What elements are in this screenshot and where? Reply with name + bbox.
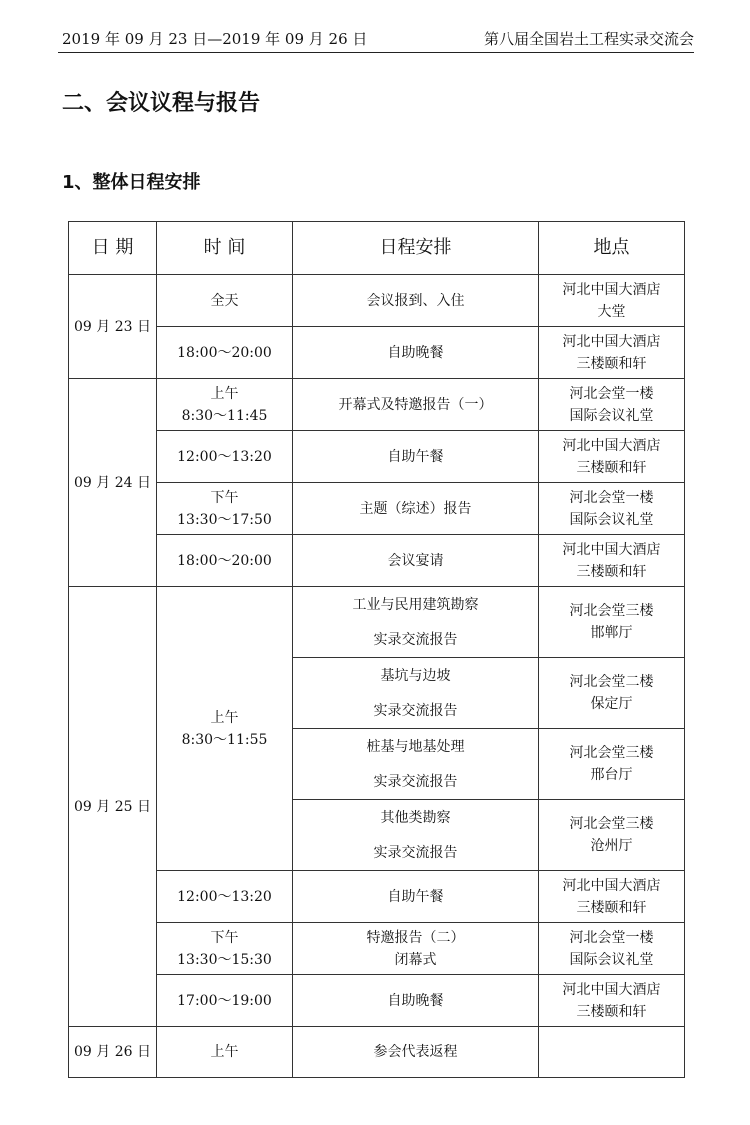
table-row <box>69 275 685 327</box>
event-cell: 基坑与边坡 实录交流报告 <box>293 658 539 729</box>
event-cell: 参会代表返程 <box>293 1027 539 1078</box>
table-row <box>69 923 685 975</box>
header-agenda: 日程安排 <box>293 222 539 275</box>
table-row <box>69 327 685 379</box>
event-cell: 会议报到、入住 <box>293 275 539 327</box>
table-row <box>69 1027 685 1078</box>
date-cell: 09 月 26 日 <box>69 1027 157 1078</box>
time-cell: 17:00～19:00 <box>157 975 293 1027</box>
time-cell: 上午 <box>157 1027 293 1078</box>
event-cell: 特邀报告（二） 闭幕式 <box>293 923 539 975</box>
table-row <box>69 535 685 587</box>
table-header-row <box>69 222 685 275</box>
location-cell: 河北会堂一楼 国际会议礼堂 <box>539 379 685 431</box>
location-cell: 河北会堂三楼 沧州厅 <box>539 800 685 871</box>
time-cell: 18:00～20:00 <box>157 535 293 587</box>
event-cell: 自助晚餐 <box>293 327 539 379</box>
header-time: 时 间 <box>157 222 293 275</box>
time-cell: 下午 13:30～17:50 <box>157 483 293 535</box>
event-cell: 工业与民用建筑勘察 实录交流报告 <box>293 587 539 658</box>
location-cell: 河北中国大酒店 三楼颐和轩 <box>539 431 685 483</box>
location-cell: 河北中国大酒店 三楼颐和轩 <box>539 871 685 923</box>
time-cell: 全天 <box>157 275 293 327</box>
location-cell <box>539 1027 685 1078</box>
date-cell: 09 月 23 日 <box>69 275 157 379</box>
time-cell: 上午 8:30～11:45 <box>157 379 293 431</box>
table-row <box>69 431 685 483</box>
time-cell: 下午 13:30～15:30 <box>157 923 293 975</box>
date-cell: 09 月 25 日 <box>69 587 157 1027</box>
location-cell: 河北中国大酒店 三楼颐和轩 <box>539 327 685 379</box>
location-cell: 河北中国大酒店 三楼颐和轩 <box>539 975 685 1027</box>
schedule-table <box>68 221 685 1078</box>
time-cell: 18:00～20:00 <box>157 327 293 379</box>
location-cell: 河北会堂二楼 保定厅 <box>539 658 685 729</box>
event-cell: 其他类勘察 实录交流报告 <box>293 800 539 871</box>
event-cell: 自助午餐 <box>293 871 539 923</box>
header-divider <box>58 52 694 53</box>
event-cell: 自助晚餐 <box>293 975 539 1027</box>
location-cell: 河北会堂一楼 国际会议礼堂 <box>539 483 685 535</box>
location-cell: 河北会堂三楼 邯郸厅 <box>539 587 685 658</box>
time-cell: 上午 8:30～11:55 <box>157 587 293 871</box>
table-row <box>69 483 685 535</box>
location-cell: 河北会堂三楼 邢台厅 <box>539 729 685 800</box>
header-date-range: 2019 年 09 月 23 日—2019 年 09 月 26 日 <box>62 30 368 48</box>
event-cell: 会议宴请 <box>293 535 539 587</box>
event-cell: 主题（综述）报告 <box>293 483 539 535</box>
header-location: 地点 <box>539 222 685 275</box>
table-row <box>69 587 685 658</box>
table-row <box>69 975 685 1027</box>
event-cell: 自助午餐 <box>293 431 539 483</box>
location-cell: 河北中国大酒店 三楼颐和轩 <box>539 535 685 587</box>
table-row <box>69 871 685 923</box>
location-cell: 河北中国大酒店 大堂 <box>539 275 685 327</box>
table-row <box>69 379 685 431</box>
subsection-title: 1、整体日程安排 <box>62 172 201 193</box>
header-conference-name: 第八届全国岩土工程实录交流会 <box>483 30 694 48</box>
date-cell: 09 月 24 日 <box>69 379 157 587</box>
time-cell: 12:00～13:20 <box>157 871 293 923</box>
time-cell: 12:00～13:20 <box>157 431 293 483</box>
event-cell: 开幕式及特邀报告（一） <box>293 379 539 431</box>
header-date: 日 期 <box>69 222 157 275</box>
section-title: 二、会议议程与报告 <box>62 91 261 116</box>
location-cell: 河北会堂一楼 国际会议礼堂 <box>539 923 685 975</box>
event-cell: 桩基与地基处理 实录交流报告 <box>293 729 539 800</box>
